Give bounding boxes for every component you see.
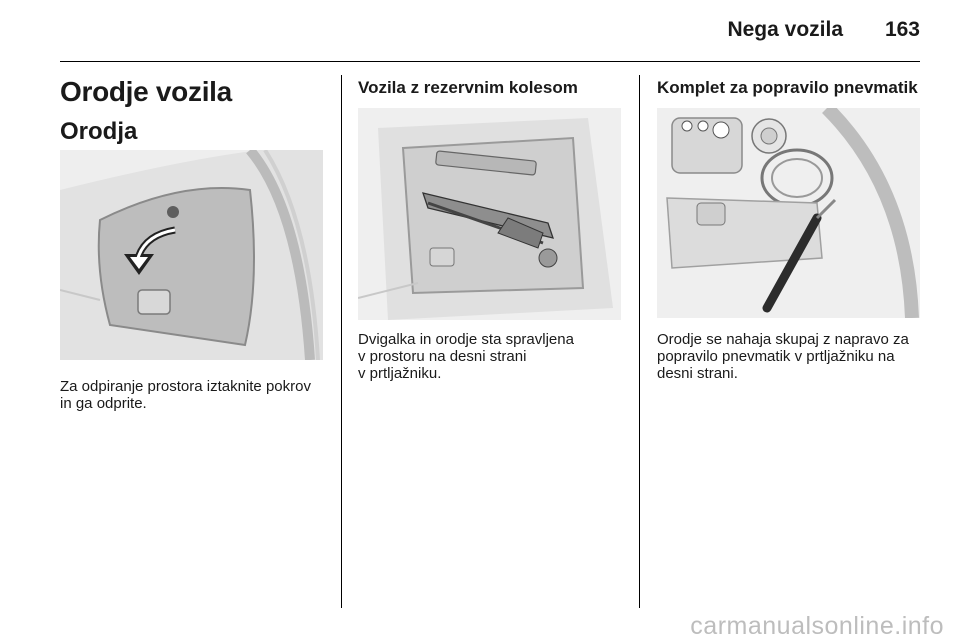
section-title: Orodje vozila xyxy=(60,76,232,107)
jack-and-tools-illustration xyxy=(358,108,621,320)
column-divider-1 xyxy=(341,75,342,608)
col2-heading: Vozila z rezervnim kolesom xyxy=(358,78,578,97)
watermark-text: carmanualsonline.info xyxy=(690,612,944,640)
tire-repair-kit-illustration xyxy=(657,108,920,318)
header-title: Nega vozila xyxy=(727,18,843,41)
page-number: 163 xyxy=(884,18,920,41)
col3-caption: Orodje se nahaja skupaj z napravo za popravilo pnevmatik v prtljažniku na desni strani. xyxy=(657,331,909,382)
page-header xyxy=(0,0,960,60)
trunk-cover-illustration xyxy=(60,150,323,360)
col1-caption: Za odpiranje prostora iztaknite pokrov in ga odprite. xyxy=(60,378,311,412)
column-divider-2 xyxy=(639,75,640,608)
col2-caption: Dvigalka in orodje sta spravljena v prostoru na desni strani v prtljažniku. xyxy=(358,331,574,382)
section-subtitle: Orodja xyxy=(60,118,138,145)
header-divider xyxy=(60,61,920,62)
col3-heading: Komplet za popravilo pnevmatik xyxy=(657,78,918,97)
